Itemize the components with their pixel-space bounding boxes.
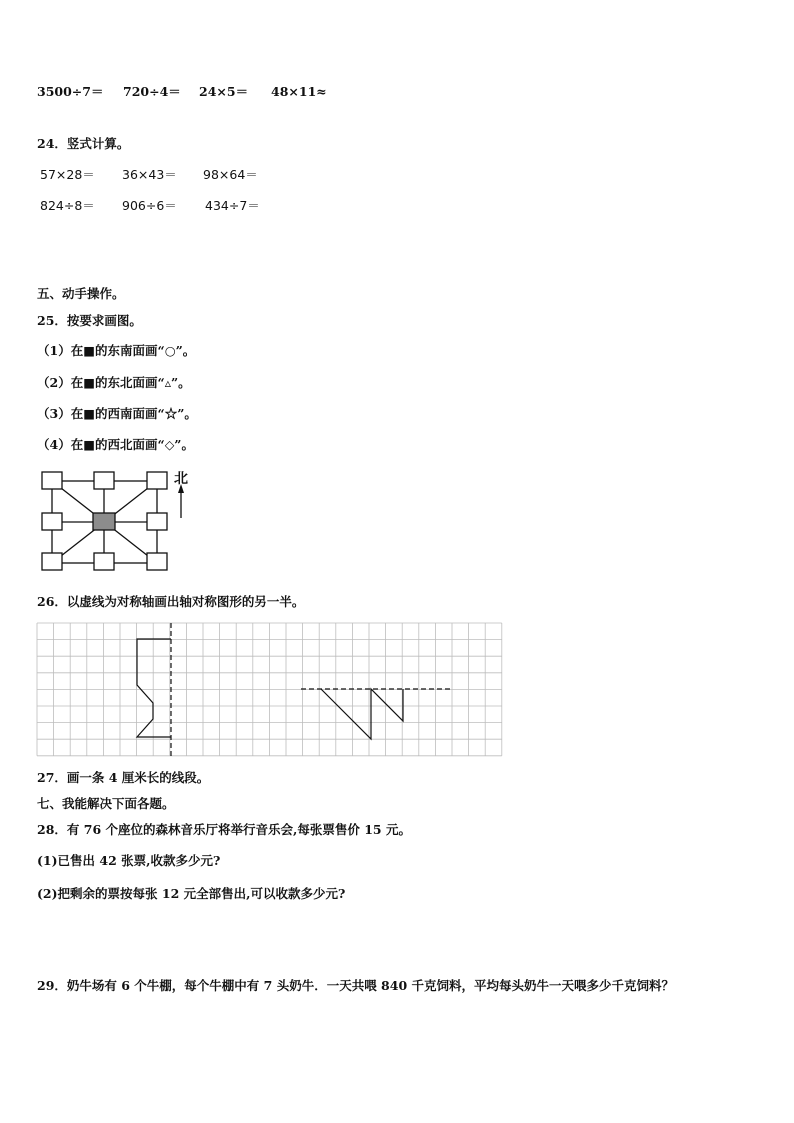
q23-expr-1: 3500÷7＝ bbox=[37, 84, 104, 99]
q25-item-4: （4）在■的西北面画“◇”。 bbox=[37, 437, 195, 452]
q28-title: 28．有 76 个座位的森林音乐厅将举行音乐会,每张票售价 15 元。 bbox=[37, 822, 411, 837]
q28-sub-2: (2)把剩余的票按每张 12 元全部售出,可以收款多少元? bbox=[37, 886, 346, 901]
q26-title: 26．以虚线为对称轴画出轴对称图形的另一半。 bbox=[37, 594, 305, 609]
q29-title: 29．奶牛场有 6 个牛棚，每个牛棚中有 7 头奶牛．一天共喂 840 千克饲料，平均每头奶牛一天喂多少千克饲料？ bbox=[37, 978, 674, 993]
q25-item-1: （1）在■的东南面画“○”。 bbox=[37, 343, 196, 358]
q24-expr-1: 57×28＝ bbox=[40, 167, 95, 182]
box-southeast bbox=[147, 553, 167, 570]
box-northeast bbox=[147, 472, 167, 489]
q24-expr-2: 36×43＝ bbox=[122, 167, 177, 182]
box-west bbox=[42, 513, 62, 530]
q25-title: 25．按要求画图。 bbox=[37, 313, 142, 328]
q23-expr-4: 48×11≈ bbox=[271, 84, 327, 99]
section-7-heading: 七、我能解决下面各题。 bbox=[37, 796, 175, 811]
q28-sub-1: (1)已售出 42 张票,收款多少元? bbox=[37, 853, 221, 868]
box-southwest bbox=[42, 553, 62, 570]
q24-expr-4: 824÷8＝ bbox=[40, 198, 95, 213]
north-label: 北 bbox=[174, 471, 188, 487]
box-south bbox=[94, 553, 114, 570]
q24-expr-5: 906÷6＝ bbox=[122, 198, 177, 213]
box-east bbox=[147, 513, 167, 530]
center-shaded-square bbox=[93, 513, 115, 530]
q25-item-3: （3）在■的西南面画“☆”。 bbox=[37, 406, 197, 421]
box-northwest bbox=[42, 472, 62, 489]
right-half-figure bbox=[321, 689, 403, 739]
box-north bbox=[94, 472, 114, 489]
section-5-heading: 五、动手操作。 bbox=[37, 286, 125, 301]
q24-title: 24．竖式计算。 bbox=[37, 136, 130, 151]
q25-item-2: （2）在■的东北面画“▵”。 bbox=[37, 375, 191, 390]
q27-title: 27．画一条 4 厘米长的线段。 bbox=[37, 770, 210, 785]
q23-expr-3: 24×5＝ bbox=[199, 84, 249, 99]
q24-expr-3: 98×64＝ bbox=[203, 167, 258, 182]
symmetry-grid bbox=[37, 623, 503, 757]
q23-expr-2: 720÷4＝ bbox=[123, 84, 181, 99]
q24-expr-6: 434÷7＝ bbox=[205, 198, 260, 213]
